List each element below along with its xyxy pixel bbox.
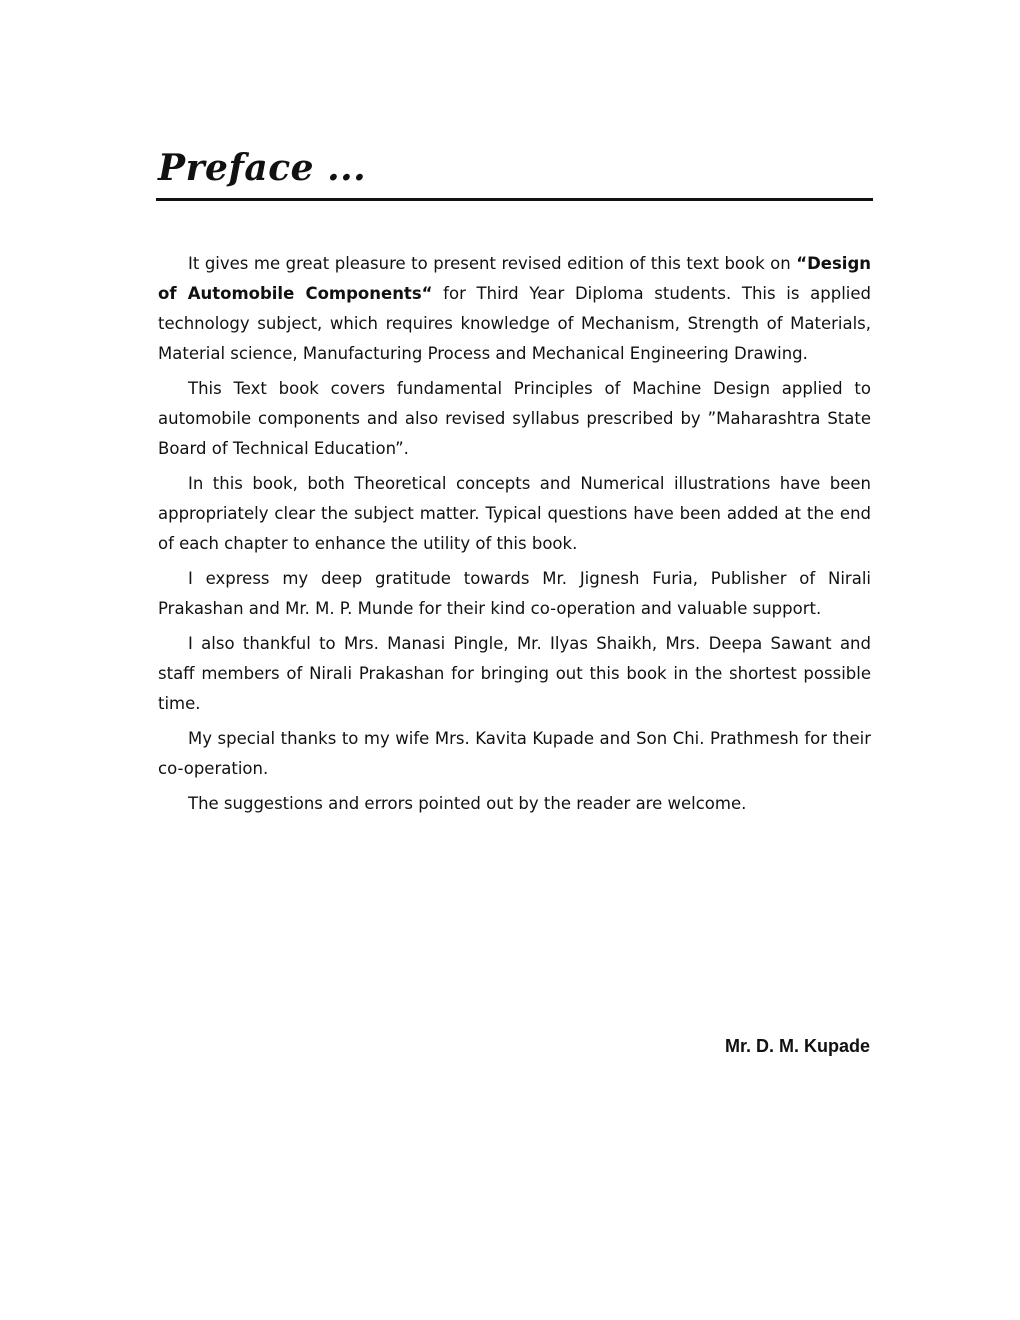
paragraph-3: In this book, both Theoretical concepts and Numerical illustrations have been appropriately clear the subject matter. Typical questions have been added at the end of each chapter to enhance the utility of this book. xyxy=(158,474,871,553)
paragraph-4: I express my deep gratitude towards Mr. Jignesh Furia, Publisher of Nirali Prakashan and Mr. M. P. Munde for their kind co-operation and valuable support. xyxy=(158,569,871,618)
paragraph-5: I also thankful to Mrs. Manasi Pingle, Mr. Ilyas Shaikh, Mrs. Deepa Sawant and staff members of Nirali Prakashan for bringing out this book in the shortest possible time. xyxy=(158,634,871,713)
author-signature: Mr. D. M. Kupade xyxy=(724,1036,870,1056)
page-title: Preface ... xyxy=(158,147,367,189)
paragraph-6: My special thanks to my wife Mrs. Kavita Kupade and Son Chi. Prathmesh for their co-operation. xyxy=(158,729,871,778)
paragraph-1-lead: It gives me great pleasure to present revised edition of this text book on xyxy=(188,254,797,273)
book-title-bold: “Design of Automobile Components“ xyxy=(158,254,871,303)
paragraph-1-rest: for Third Year Diploma students. This is applied technology subject, which requires knowledge of Mechanism, Strength of Materials, Material science, Manufacturing Process and Mechanical Engineering Drawing. xyxy=(158,284,871,363)
preface-body xyxy=(158,249,871,824)
paragraph-2: This Text book covers fundamental Principles of Machine Design applied to automobile components and also revised syllabus prescribed by ”Maharashtra State Board of Technical Education”. xyxy=(158,379,871,458)
paragraph-7: The suggestions and errors pointed out by the reader are welcome. xyxy=(188,794,747,813)
title-underline xyxy=(156,198,873,201)
paragraph-1 xyxy=(158,249,871,369)
